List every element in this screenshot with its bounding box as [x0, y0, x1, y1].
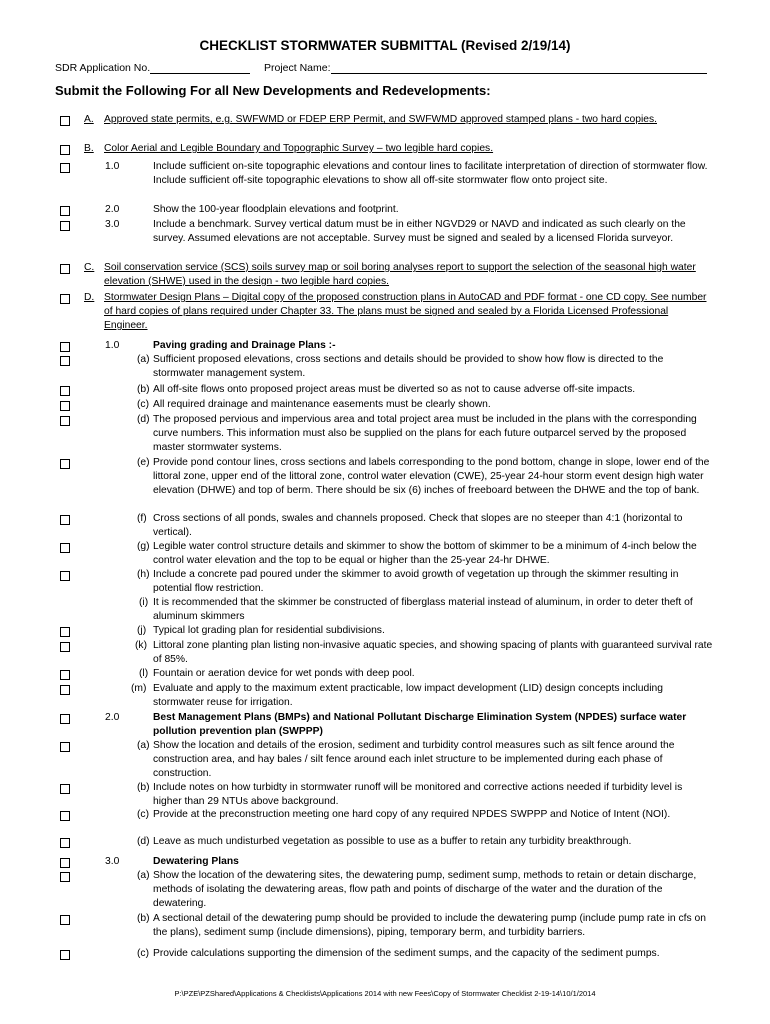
- item-letter: (c): [137, 399, 150, 410]
- checkbox[interactable]: [60, 642, 70, 652]
- item-letter: (g): [137, 541, 150, 552]
- item-text: Typical lot grading plan for residential subdivisions.: [153, 625, 385, 636]
- item-text: Stormwater Design Plans – Digital copy of the proposed construction plans in AutoCAD and PDF format - one CD copy. See number of hard copies of plans required under Chapter 33. The plans must be signed and sealed by a Florida Licensed Professional Engineer.: [104, 292, 707, 331]
- checkbox[interactable]: [60, 915, 70, 925]
- page-title: CHECKLIST STORMWATER SUBMITTAL (Revised 2/19/14): [199, 38, 571, 53]
- item-letter: (d): [137, 414, 150, 425]
- item-text: Provide pond contour lines, cross sections and labels corresponding to the pond bottom, change in slope, lower end of the littoral zone, upper end of the littoral zone, control water elevation (CWE), 25-year 24-hour storm event design high water elevation (DHWE) and top of berm. There should be six (6) inches of freeboard between the DHWE and the top of bank.: [153, 457, 710, 496]
- item-text: Fountain or aeration device for wet ponds with deep pool.: [153, 668, 415, 679]
- item-letter: (d): [137, 836, 150, 847]
- subsection-title: Paving grading and Drainage Plans :-: [153, 340, 336, 351]
- checkbox[interactable]: [60, 811, 70, 821]
- item-text: Show the 100-year floodplain elevations and footprint.: [153, 204, 399, 215]
- item-text: Include a benchmark. Survey vertical datum must be in either NGVD29 or NAVD and indicated as such clearly on the survey. Assumed elevations are not acceptable. Survey must be signed and sealed by a licensed Florida surveyor.: [153, 219, 686, 244]
- item-text: Include a concrete pad poured under the skimmer to avoid growth of vegetation up through the skimmer resulting in potential flow restriction.: [153, 569, 679, 594]
- checkbox[interactable]: [60, 356, 70, 366]
- checkbox[interactable]: [60, 116, 70, 126]
- item-text: Legible water control structure details and skimmer to show the bottom of skimmer to be a minimum of 4-inch below the control water elevation and the top to be equal or higher than the 25-year 24-hr DHWE.: [153, 541, 697, 566]
- item-text: All off-site flows onto proposed project areas must be diverted so as not to cause adverse off-site impacts.: [153, 384, 636, 395]
- project-name-label: Project Name:: [263, 62, 331, 74]
- item-text: Show the location and details of the erosion, sediment and turbidity control measures such as silt fence around the construction area, and hay bales / silt fence around each inlet structure to be implemented during each phase of construction.: [153, 740, 675, 779]
- checkbox[interactable]: [60, 838, 70, 848]
- item-letter: (b): [137, 913, 150, 924]
- item-letter: (c): [137, 809, 150, 820]
- checkbox[interactable]: [60, 515, 70, 525]
- item-text: It is recommended that the skimmer be constructed of fiberglass material instead of aluminum, in order to deter theft of aluminum skimmers: [153, 597, 693, 622]
- checkbox[interactable]: [60, 858, 70, 868]
- item-label: C.: [84, 262, 95, 273]
- item-number: 3.0: [105, 856, 120, 867]
- checkbox[interactable]: [60, 163, 70, 173]
- item-text: Show the location of the dewatering sites, the dewatering pump, sediment sump, methods to retain or detain discharge, methods of isolating the dewatering areas, flow path and points of discharge of the water and the duration of the dewatering.: [153, 870, 697, 909]
- checkbox[interactable]: [60, 264, 70, 274]
- sdr-application-field[interactable]: [150, 61, 250, 74]
- item-letter: (l): [139, 668, 149, 679]
- item-letter: (i): [139, 597, 149, 608]
- checkbox[interactable]: [60, 221, 70, 231]
- project-name-field[interactable]: [331, 61, 707, 74]
- item-letter: (e): [137, 457, 150, 468]
- item-text: Sufficient proposed elevations, cross sections and details should be provided to show how flow is directed to the stormwater management system.: [153, 354, 664, 379]
- item-text: A sectional detail of the dewatering pump should be provided to include the dewatering pump (include pump rate in cfs on the plans), sediment sump (include dimensions), piping, temporary berm, and turbidity barriers.: [153, 913, 706, 938]
- item-text: Provide at the preconstruction meeting one hard copy of any required NPDES SWPPP and Notice of Intent (NOI).: [153, 809, 671, 820]
- item-letter: (a): [137, 870, 150, 881]
- checkbox[interactable]: [60, 784, 70, 794]
- checkbox[interactable]: [60, 459, 70, 469]
- item-number: 3.0: [105, 219, 120, 230]
- checkbox[interactable]: [60, 714, 70, 724]
- item-number: 2.0: [105, 712, 120, 723]
- item-text: Include sufficient on-site topographic elevations and contour lines to facilitate interpretation of direction of stormwater flow. Include sufficient off-site topographic elevations to show all off-site stormwater flow onto project site.: [153, 161, 708, 186]
- checkbox[interactable]: [60, 950, 70, 960]
- item-text: Cross sections of all ponds, swales and channels proposed. Check that slopes are no steeper than 4:1 (horizontal to vertical).: [153, 513, 683, 538]
- item-label: D.: [84, 292, 95, 303]
- item-label: A.: [84, 114, 94, 125]
- item-letter: (a): [137, 354, 150, 365]
- item-letter: (j): [137, 625, 147, 636]
- subsection-title: Best Management Plans (BMPs) and National Pollutant Discharge Elimination System (NPDES) surface water pollution prevention plan (SWPPP): [153, 712, 687, 737]
- item-text: Provide calculations supporting the dimension of the sediment sumps, and the capacity of the sediment pumps.: [153, 948, 660, 959]
- checkbox[interactable]: [60, 145, 70, 155]
- file-path-footer: P:\PZE\PZShared\Applications & Checklists\Applications 2014 with new Fees\Copy of Stormwater Checklist 2-19-14\10/1/2014: [174, 989, 596, 998]
- checkbox[interactable]: [60, 401, 70, 411]
- sdr-application-label: SDR Application No.: [55, 62, 151, 74]
- item-letter: (b): [137, 384, 150, 395]
- item-text: Approved state permits, e.g. SWFWMD or FDEP ERP Permit, and SWFWMD approved stamped plans - two hard copies.: [104, 114, 657, 125]
- item-text: Color Aerial and Legible Boundary and Topographic Survey – two legible hard copies.: [104, 143, 494, 154]
- checkbox[interactable]: [60, 294, 70, 304]
- checkbox[interactable]: [60, 670, 70, 680]
- checkbox[interactable]: [60, 571, 70, 581]
- checkbox[interactable]: [60, 342, 70, 352]
- item-text: Soil conservation service (SCS) soils survey map or soil boring analyses report to support the selection of the seasonal high water elevation (SHWE) used in the design - two legible hard copies.: [104, 262, 696, 287]
- item-text: Include notes on how turbidty in stormwater runoff will be monitored and corrective actions needed if turbidity level is higher than 29 NTUs above background.: [153, 782, 683, 807]
- item-label: B.: [84, 143, 94, 154]
- application-header: [55, 61, 707, 74]
- item-letter: (c): [137, 948, 150, 959]
- item-text: Leave as much undisturbed vegetation as possible to use as a buffer to retain any turbidity breakthrough.: [153, 836, 632, 847]
- item-text: All required drainage and maintenance easements must be clearly shown.: [153, 399, 491, 410]
- checkbox[interactable]: [60, 627, 70, 637]
- checkbox[interactable]: [60, 386, 70, 396]
- item-number: 1.0: [105, 161, 120, 172]
- submission-heading: Submit the Following For all New Developments and Redevelopments:: [55, 83, 491, 98]
- item-text: Evaluate and apply to the maximum extent practicable, low impact development (LID) design concepts including stormwater reuse for irrigation.: [153, 683, 663, 708]
- item-letter: (m): [131, 683, 147, 694]
- checkbox[interactable]: [60, 206, 70, 216]
- item-letter: (a): [137, 740, 150, 751]
- item-letter: (h): [137, 569, 150, 580]
- item-number: 1.0: [105, 340, 120, 351]
- checkbox[interactable]: [60, 416, 70, 426]
- checkbox[interactable]: [60, 543, 70, 553]
- checkbox[interactable]: [60, 872, 70, 882]
- subsection-title: Dewatering Plans: [153, 856, 239, 867]
- item-text: Littoral zone planting plan listing non-invasive aquatic species, and showing spacing of plants with guaranteed survival rate of 85%.: [153, 640, 713, 665]
- item-text: The proposed pervious and impervious area and total project area must be included in the plans with the corresponding curve numbers. This information must also be supplied on the plans for each future outparcel served by the proposed master stormwater systems.: [153, 414, 697, 453]
- checkbox[interactable]: [60, 742, 70, 752]
- item-letter: (k): [135, 640, 148, 651]
- item-letter: (f): [137, 513, 147, 524]
- item-number: 2.0: [105, 204, 120, 215]
- checkbox[interactable]: [60, 685, 70, 695]
- item-letter: (b): [137, 782, 150, 793]
